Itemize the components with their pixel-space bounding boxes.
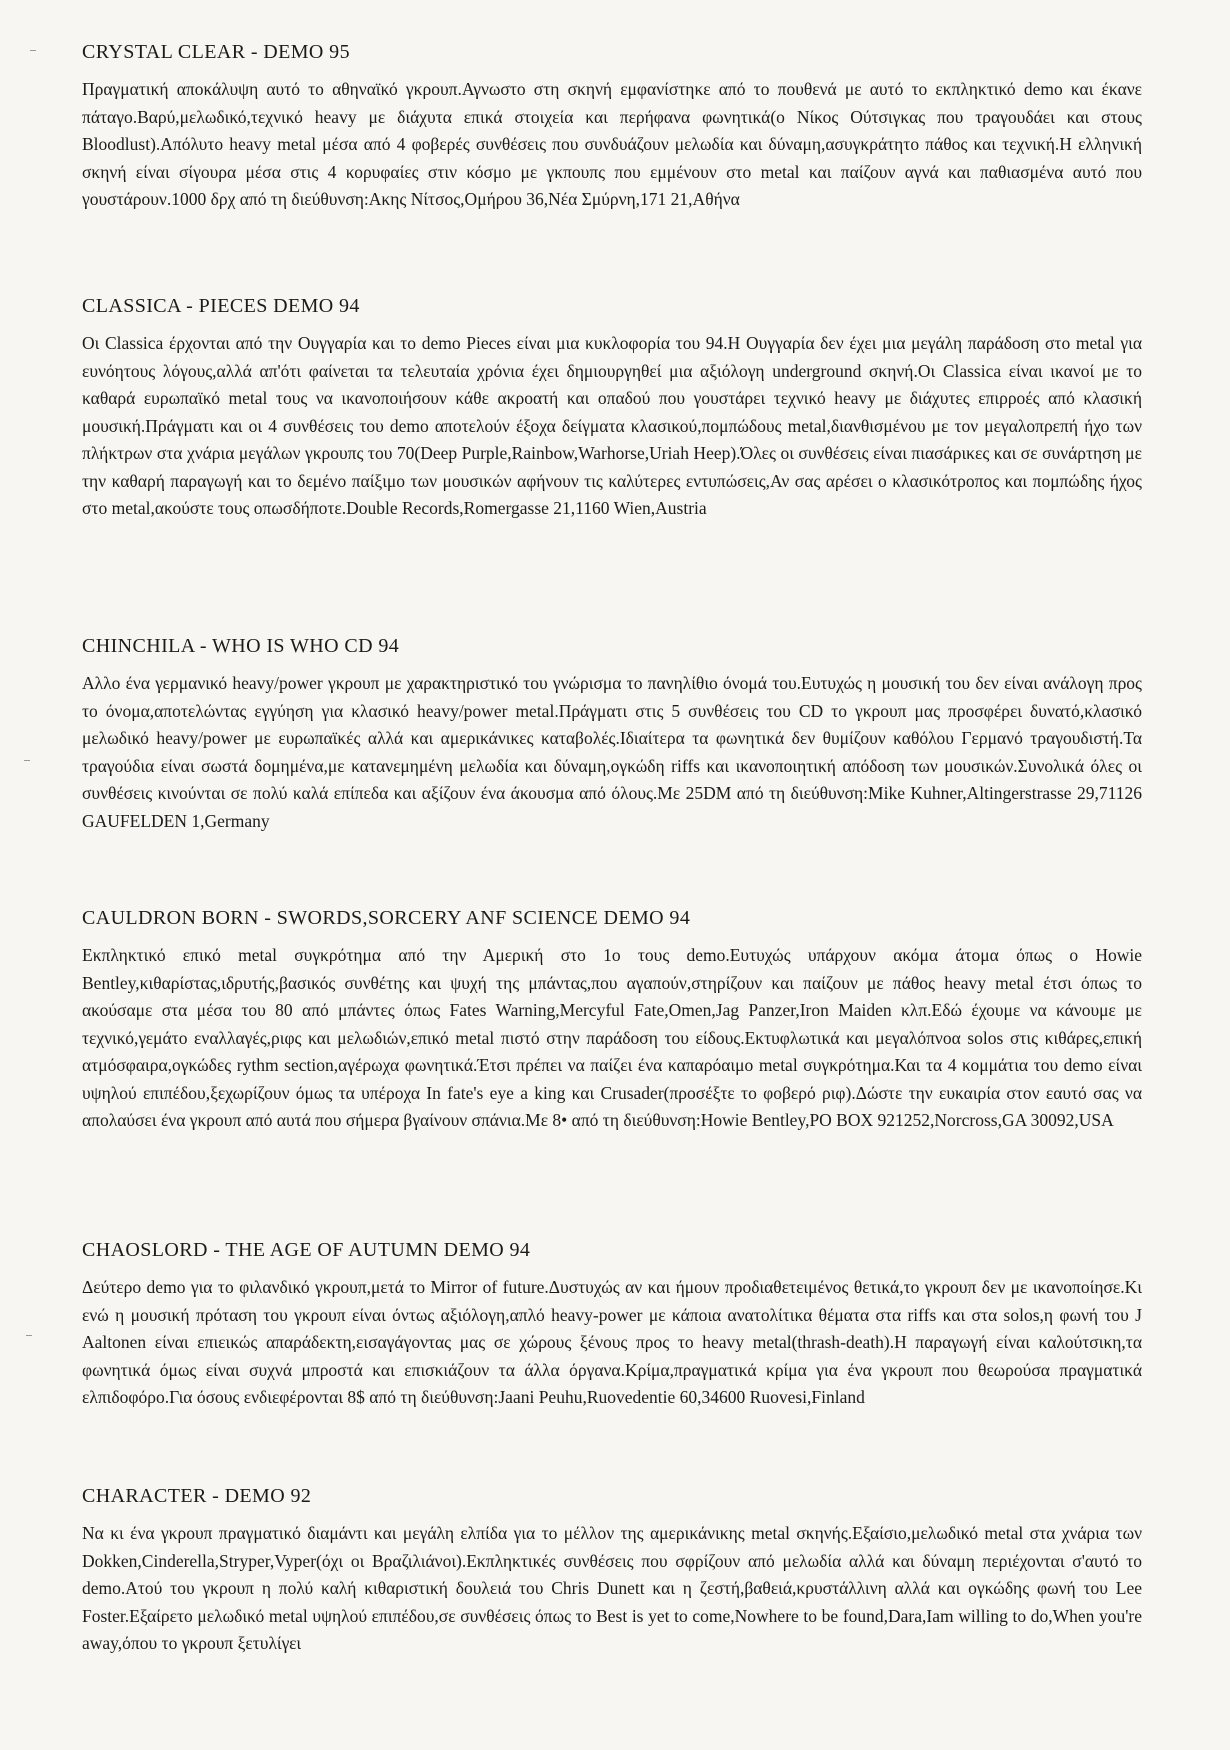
review-title: CRYSTAL CLEAR - DEMO 95 [82,41,350,63]
review-body: Εκπληκτικό επικό metal συγκρότημα από την Αμερική στο 1ο τους demo.Ευτυχώς υπάρχουν ακόμα άτομα όπως ο Howie Bentley,κιθαρίστας,ιδρυτής,βασικός συνθέτης και ψυχή της μπάντας,που αγαπούν,στηρίζουν και παίζουν με πάθος heavy metal έτσι όπως το ακούσαμε στα μέσα του 80 από μπάντες όπως Fates Warning,Mercyful Fate,Omen,Jag Panzer,Iron Maiden κλπ.Εδώ έχουμε να κάνουμε με τεχνικό,γεμάτο εναλλαγές,ριφς και μελωδιών,επικό metal πιστό στην παράδοση του είδους.Εκτυφλωτικά και μεγαλόπνοα solos στις κιθάρες,επική ατμόσφαιρα,ογκώδες rythm section,αγέρωχα φωνητικά.Έτσι πρέπει να παίζει ένα καπαρόαιμο metal συγκρότημα.Και τα 4 κομμάτια του demo είναι υψηλού επιπέδου,ξεχωρίζουν όμως τα υπέροχα In fate's eye a king και Crusader(προσέξτε το φοβερό ριφ).Δώστε την ευκαιρία στον εαυτό σας να απολαύσει ένα γκρουπ από αυτά που σήμερα βγαίνουν σπάνια.Με 8• από τη διεύθυνση:Howie Bentley,PO BOX 921252,Norcross,GA 30092,USA [82,945,1142,1130]
scan-speck [26,1335,32,1336]
review-title: CAULDRON BORN - SWORDS,SORCERY ANF SCIENCE DEMO 94 [82,907,691,929]
review-character [82,1484,1142,1658]
review-title: CHINCHILA - WHO IS WHO CD 94 [82,635,400,657]
review-chaoslord [82,1238,1142,1412]
review-body: Αλλο ένα γερμανικό heavy/power γκρουπ με χαρακτηριστικό του γνώρισμα το πανηλίθιο όνομά του.Ευτυχώς η μουσική του δεν είναι ανάλογη προς το όνομα,αποτελώντας εγγύηση για κλασικό heavy/power metal.Πράγματι στις 5 συνθέσεις του CD το γκρουπ μας προσφέρει δυνατό,κλασικό μελωδικό heavy/power με ευρωπαϊκές αλλά και αμερικάνικες καταβολές.Ιδιαίτερα τα φωνητικά δεν θυμίζουν καθόλου Γερμανό τραγουδιστή.Τα τραγούδια είναι σωστά δομημένα,με κατανεμημένη μελωδία και δύναμη,ογκώδη riffs και ικανοποιητική απόδοση των μουσικών.Συνολικά όλες οι συνθέσεις κινούνται σε πολύ καλά επίπεδα και αξίζουν ένα άκουσμα από όλους.Με 25DM από τη διεύθυνση:Mike Kuhner,Altingerstrasse 29,71126 GAUFELDEN 1,Germany [82,673,1142,831]
scan-speck [24,760,30,761]
scan-speck [30,50,36,51]
review-cauldron-born [82,906,1142,1135]
review-chinchila [82,634,1142,835]
review-body: Δεύτερο demo για το φιλανδικό γκρουπ,μετά το Mirror of future.Δυστυχώς αν και ήμουν προδιαθετειμένος θετικά,το γκρουπ δεν με ικανοποίησε.Κι ενώ η μουσική πρόταση του γκρουπ είναι όντως αξιόλογη,απλό heavy-power με κάποια ανατολίτικα θέματα στα riffs και στα solos,η φωνή του J Aaltonen είναι επιεικώς απαράδεκτη,εισαγάγοντας μας σε χώρους ξένους προς το heavy metal(thrash-death).Η παραγωγή είναι καλούτσικη,τα φωνητικά όμως είναι συχνά μπροστά και επισκιάζουν τα άλλα όργανα.Κρίμα,πραγματικά κρίμα για ένα γκρουπ που θεωρούσα πραγματικά ελπιδοφόρο.Για όσους ενδιεφέρονται 8$ από τη διεύθυνση:Jaani Peuhu,Ruovedentie 60,34600 Ruovesi,Finland [82,1277,1142,1407]
review-title: CHARACTER - DEMO 92 [82,1485,312,1507]
review-body: Να κι ένα γκρουπ πραγματικό διαμάντι και μεγάλη ελπίδα για το μέλλον της αμερικάνικης metal σκηνής.Εξαίσιο,μελωδικό metal στα χνάρια των Dokken,Cinderella,Stryper,Vyper(όχι οι Βραζιλιάνοι).Εκπληκτικές συνθέσεις που σφρίζουν από μελωδία αλλά και δύναμη περιέχονται σ'αυτό το demo.Ατού του γκρουπ η πολύ καλή κιθαριστική δουλειά του Chris Dunett και η ζεστή,βαθειά,κρυστάλλινη αλλά και ογκώδης φωνή του Lee Foster.Εξαίρετο μελωδικό metal υψηλού επιπέδου,σε συνθέσεις όπως το Best is yet to come,Nowhere to be found,Dara,Iam willing to do,When you're away,όπου το γκρουπ ξετυλίγει [82,1523,1142,1653]
review-title: CHAOSLORD - THE AGE OF AUTUMN DEMO 94 [82,1239,531,1261]
review-classica [82,294,1142,523]
review-crystal-clear [82,40,1142,214]
review-title: CLASSICA - PIECES DEMO 94 [82,295,360,317]
review-body: Οι Classica έρχονται από την Ουγγαρία και το demo Pieces είναι μια κυκλοφορία του 94.Η Ουγγαρία δεν έχει μια μεγάλη παράδοση στο metal για ευνόητους λόγους,αλλά απ'ότι φαίνεται τα τελευταία χρόνια έχει δημιουργηθεί μια αξιόλογη underground σκηνή.Οι Classica είναι ικανοί με το καθαρά ευρωπαϊκό metal τους να ικανοποιήσουν κάθε ακροατή και οπαδού που γουστάρει τεχνικό heavy με διάχυτες επιρροές από κλασική μουσική.Πράγματι και οι 4 συνθέσεις του demo αποτελούν έξοχα δείγματα κλασικού,πομπώδους metal,διανθισμένου με τον μεγαλοπρεπή ήχο των πλήκτρων στα χνάρια μεγάλων γκρουπς του 70(Deep Purple,Rainbow,Warhorse,Uriah Heep).Όλες οι συνθέσεις είναι πιασάρικες και σε συνάρτηση με την καθαρή παραγωγή και το δεμένο παίξιμο των μουσικών αφήνουν τις καλύτερες εντυπώσεις,Αν σας αρέσει ο κλασικότροπος και πομπώδης ήχος στο metal,ακούστε τους οπωσδήποτε.Double Records,Romergasse 21,1160 Wien,Austria [82,333,1142,518]
review-body: Πραγματική αποκάλυψη αυτό το αθηναϊκό γκρουπ.Αγνωστο στη σκηνή εμφανίστηκε από το πουθενά με αυτό το εκπληκτικό demo και έκανε πάταγο.Βαρύ,μελωδικό,τεχνικό heavy με διάχυτα επικά στοιχεία και περήφανα φωνητικά(ο Νίκος Ούτσιγκας που τραγουδάει και στους Bloodlust).Απόλυτο heavy metal μέσα από 4 φοβερές συνθέσεις που συνδυάζουν μελωδία και δύναμη,ασυγκράτητο πάθος και τεχνική.Η ελληνική σκηνή είναι σίγουρα μέσα στις 4 κορυφαίες στιν κόσμο με γκπουπς που εμμένουν στο metal και παίζουν αγνά και παθιασμένα αυτό που γουστάρουν.1000 δρχ από τη διεύθυνση:Ακης Νίτσος,Ομήρου 36,Νέα Σμύρνη,171 21,Αθήνα [82,79,1142,209]
